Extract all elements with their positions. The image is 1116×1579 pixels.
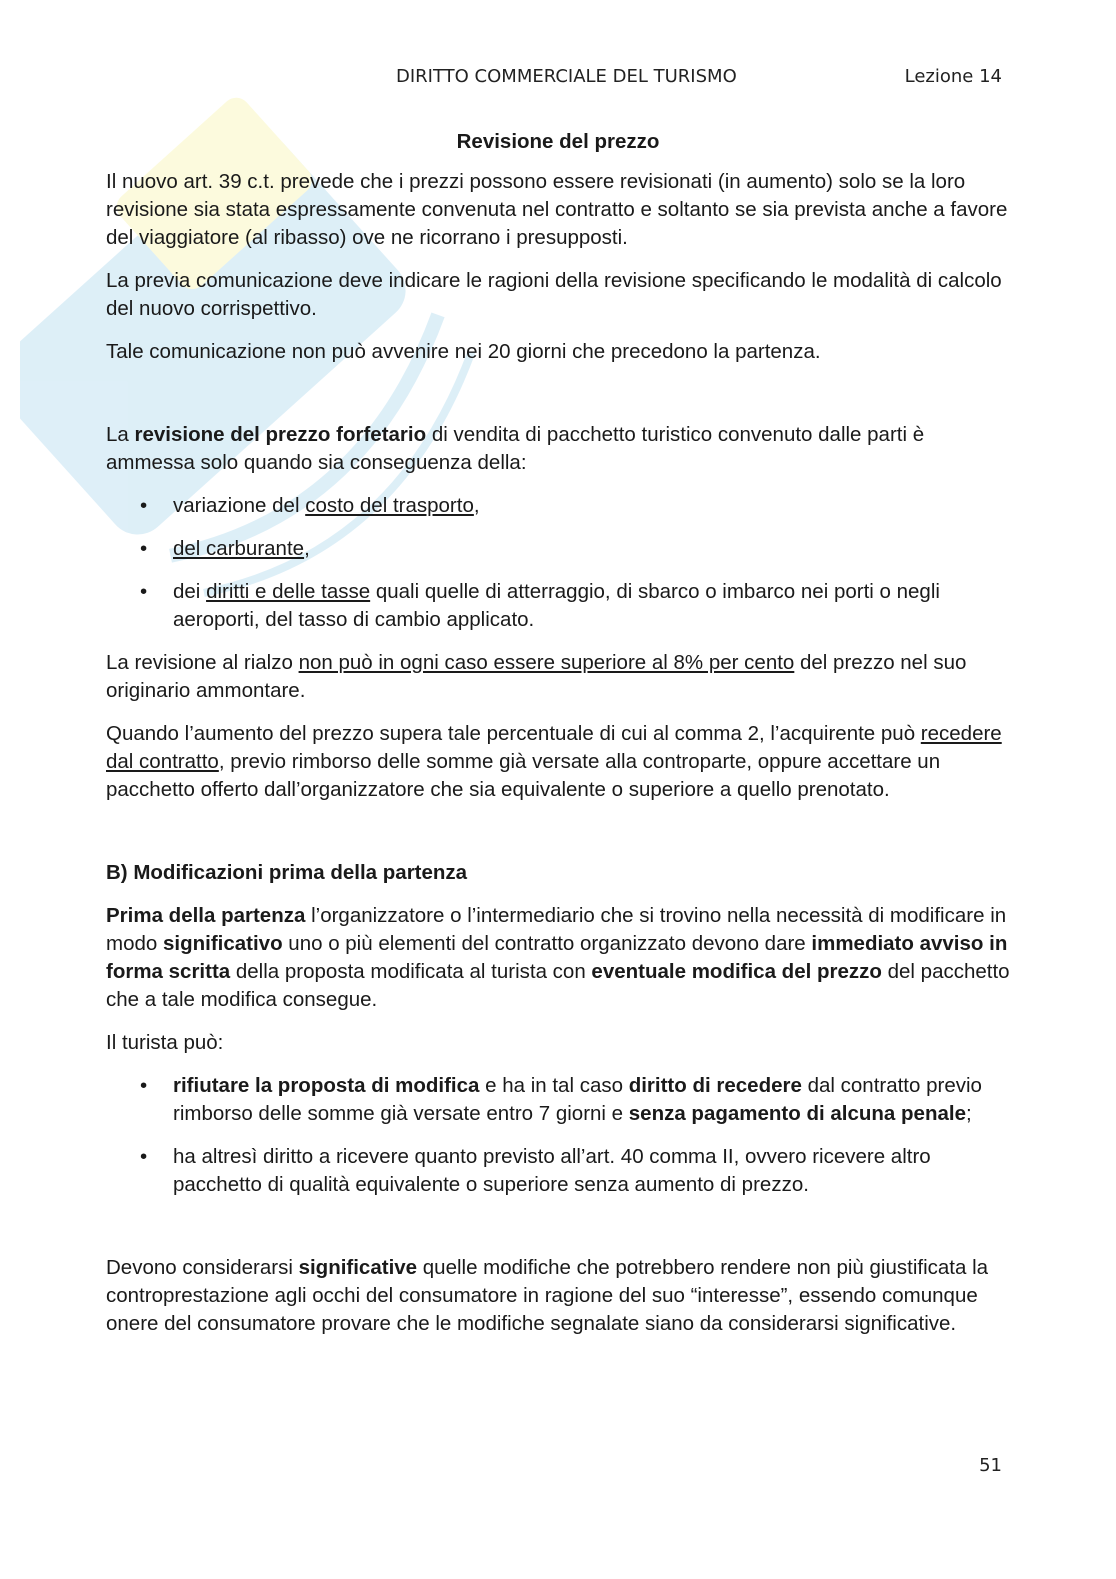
list-item: • dei diritti e delle tasse quali quelle di atterraggio, di sbarco o imbarco nei porti o negli aeroporti, del tasso di cambio applicato. [106,578,1010,634]
list-item: • del carburante, [106,535,1010,563]
list-item: • variazione del costo del trasporto, [106,492,1010,520]
page-content [106,128,1010,1353]
paragraph: La revisione al rialzo non può in ogni caso essere superiore al 8% per cento del prezzo nel suo originario ammontare. [106,651,967,702]
list-item: • ha altresì diritto a ricevere quanto previsto all’art. 40 comma II, ovvero ricevere altro pacchetto di qualità equivalente o superiore senza aumento di prezzo. [106,1143,1010,1199]
paragraph: Il turista può: [106,1031,224,1054]
paragraph: Prima della partenza l’organizzatore o l’intermediario che si trovino nella necessità di modificare in modo significativo uno o più elementi del contratto organizzato devono dare immediato avviso in forma scritta della proposta modificata al turista con eventuale modifica del prezzo del pacchetto che a tale modifica consegue. [106,904,1010,1011]
list-item: • rifiutare la proposta di modifica e ha in tal caso diritto di recedere dal contratto previo rimborso delle somme già versate entro 7 giorni e senza pagamento di alcuna penale; [106,1072,1010,1128]
section-title-modificazioni: B) Modificazioni prima della partenza [106,861,468,884]
paragraph: Il nuovo art. 39 c.t. prevede che i prezzi possono essere revisionati (in aumento) solo se la loro revisione sia stata espressamente convenuta nel contratto e soltanto se sia prevista anche a favore del viaggiatore (al ribasso) ove ne ricorrano i presupposti. [106,170,1008,249]
section-title-revisione: Revisione del prezzo [456,130,660,153]
paragraph: Devono considerarsi significative quelle modifiche che potrebbero rendere non più giustificata la controprestazione agli occhi del consumatore in ragione del suo “interesse”, essendo comunque onere del consumatore provare che le modifiche segnalate siano da considerarsi significative. [106,1256,989,1335]
header-title: DIRITTO COMMERCIALE DEL TURISMO [396,66,737,87]
paragraph: Quando l’aumento del prezzo supera tale percentuale di cui al comma 2, l’acquirente può recedere dal contratto, previo rimborso delle somme già versate alla controparte, oppure accettare un pacchetto offerto dall’organizzatore che sia equivalente o superiore a quello prenotato. [106,722,1002,801]
page-number: 51 [979,1455,1002,1476]
paragraph: La revisione del prezzo forfetario di vendita di pacchetto turistico convenuto dalle parti è ammessa solo quando sia conseguenza della: [106,423,925,474]
paragraph: Tale comunicazione non può avvenire nei 20 giorni che precedono la partenza. [106,340,821,363]
bullet-list-rights [106,1072,1010,1199]
paragraph: La previa comunicazione deve indicare le ragioni della revisione specificando le modalità di calcolo del nuovo corrispettivo. [106,269,1002,320]
header-lesson: Lezione 14 [904,66,1002,87]
bullet-list-costs [106,492,1010,634]
